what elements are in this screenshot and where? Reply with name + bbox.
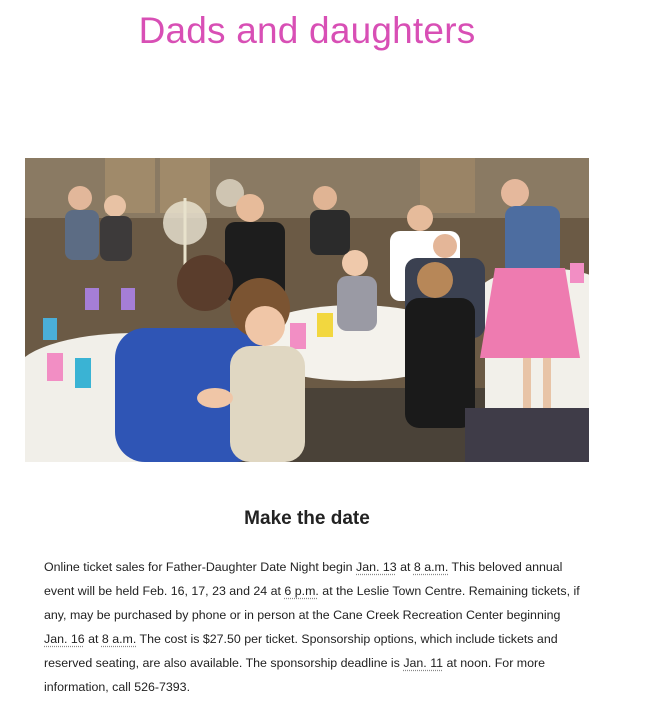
body-text-segment: The cost is $27.50 per ticket. Sponsorship options, which include tickets and reserved seating, are also available. The sponsorship deadline is [44,632,558,670]
date-link: Jan. 13 [356,560,397,574]
body-text-segment: at [396,560,414,574]
event-photo-illustration [25,158,589,462]
date-link: Jan. 11 [403,656,444,670]
body-text-segment: at the Leslie Town Centre. Remaining tickets, if any, may be purchased by phone or in person at the Cane Creek Recreation Center beginning [44,584,580,622]
page-title: Dads and daughters [138,10,476,51]
event-description [44,555,584,699]
date-link: Jan. 16 [44,632,85,646]
event-photo [25,158,589,462]
body-text-segment: Online ticket sales for Father-Daughter Date Night begin [44,560,356,574]
time-link: 8 a.m. [101,632,137,646]
time-link: 6 p.m. [284,584,319,598]
body-text-segment: This beloved annual event will be held Feb. 16, 17, 23 and 24 at [44,560,563,598]
section-heading: Make the date [244,508,370,529]
time-link: 8 a.m. [413,560,449,574]
body-text-segment: at [84,632,102,646]
body-text-segment: at noon. For more information, call 526-7393. [44,656,545,694]
